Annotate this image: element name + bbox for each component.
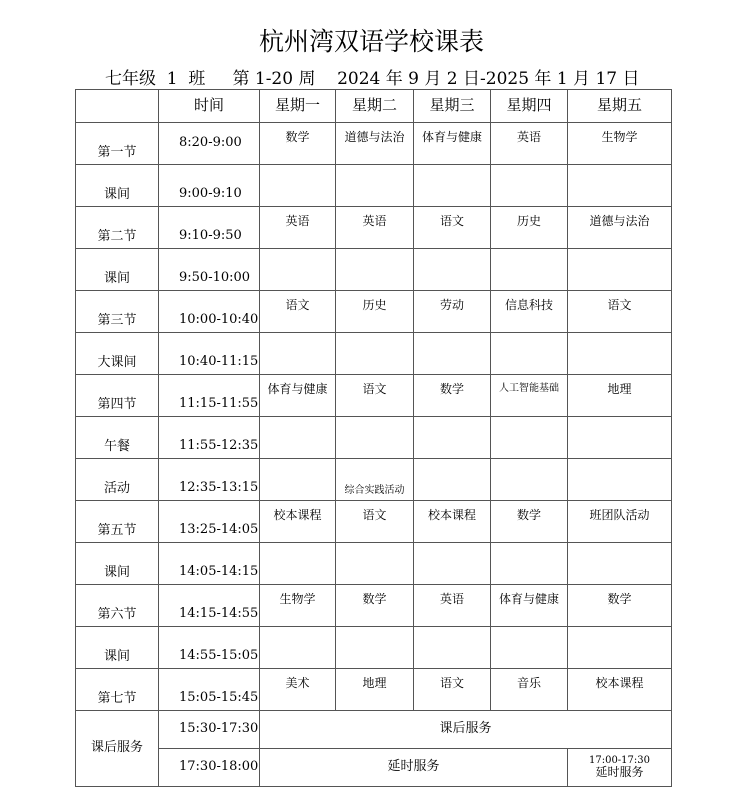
lesson-cell-tue: 道德与法治 <box>336 123 414 165</box>
period-label: 第一节 <box>76 123 159 165</box>
lesson-cell-fri: 校本课程 <box>568 669 672 711</box>
lesson-cell-thu <box>491 333 568 375</box>
lesson-cell-thu <box>491 417 568 459</box>
lesson-cell-wed <box>414 459 491 501</box>
header-monday: 星期一 <box>260 90 336 123</box>
table-row <box>76 291 672 333</box>
lesson-cell-wed: 体育与健康 <box>414 123 491 165</box>
lesson-cell-mon <box>260 543 336 585</box>
lesson-cell-mon: 数学 <box>260 123 336 165</box>
lesson-cell-thu: 音乐 <box>491 669 568 711</box>
period-label: 第五节 <box>76 501 159 543</box>
lesson-cell-mon: 英语 <box>260 207 336 249</box>
lesson-cell-mon: 美术 <box>260 669 336 711</box>
header-time: 时间 <box>159 90 260 123</box>
lesson-cell-fri <box>568 333 672 375</box>
extended-service: 延时服务 <box>260 749 568 787</box>
lesson-cell-tue: 历史 <box>336 291 414 333</box>
table-row <box>76 585 672 627</box>
extended-service-time: 17:30-18:00 <box>159 749 260 787</box>
lesson-cell-wed: 校本课程 <box>414 501 491 543</box>
lesson-cell-thu: 英语 <box>491 123 568 165</box>
extended-service-row <box>76 749 672 787</box>
lesson-cell-wed: 英语 <box>414 585 491 627</box>
timetable <box>75 89 672 787</box>
lesson-cell-tue <box>336 333 414 375</box>
table-row <box>76 207 672 249</box>
lesson-cell-mon: 校本课程 <box>260 501 336 543</box>
lesson-cell-wed <box>414 333 491 375</box>
table-row <box>76 543 672 585</box>
period-time: 8:20-9:00 <box>159 123 260 165</box>
lesson-cell-fri <box>568 165 672 207</box>
lesson-cell-thu <box>491 543 568 585</box>
lesson-cell-fri: 地理 <box>568 375 672 417</box>
lesson-cell-mon: 体育与健康 <box>260 375 336 417</box>
friday-extended-service: 延时服务 <box>595 765 644 780</box>
lesson-cell-wed <box>414 417 491 459</box>
lesson-cell-mon: 语文 <box>260 291 336 333</box>
lesson-cell-wed <box>414 543 491 585</box>
class-name: 七年级 1 班 <box>105 69 206 89</box>
lesson-cell-mon <box>260 165 336 207</box>
lesson-cell-tue <box>336 249 414 291</box>
table-row <box>76 669 672 711</box>
period-label: 午餐 <box>76 417 159 459</box>
lesson-cell-mon <box>260 417 336 459</box>
period-label: 课间 <box>76 627 159 669</box>
lesson-cell-wed: 劳动 <box>414 291 491 333</box>
friday-extended-cell <box>568 749 672 787</box>
lesson-cell-tue <box>336 165 414 207</box>
lesson-cell-fri <box>568 249 672 291</box>
table-row <box>76 333 672 375</box>
lesson-cell-tue: 语文 <box>336 501 414 543</box>
header-wednesday: 星期三 <box>414 90 491 123</box>
lesson-cell-tue: 地理 <box>336 669 414 711</box>
period-label: 课间 <box>76 165 159 207</box>
lesson-cell-thu <box>491 459 568 501</box>
header-row <box>76 90 672 123</box>
week-range: 第 1-20 周 <box>232 69 316 89</box>
lesson-cell-mon <box>260 333 336 375</box>
period-time: 12:35-13:15 <box>159 459 260 501</box>
lesson-cell-thu <box>491 249 568 291</box>
table-row <box>76 165 672 207</box>
period-time: 10:40-11:15 <box>159 333 260 375</box>
header-tuesday: 星期二 <box>336 90 414 123</box>
lesson-cell-fri: 语文 <box>568 291 672 333</box>
lesson-cell-wed <box>414 165 491 207</box>
lesson-cell-thu: 信息科技 <box>491 291 568 333</box>
lesson-cell-mon <box>260 249 336 291</box>
after-school-time: 15:30-17:30 <box>159 711 260 749</box>
period-time: 14:15-14:55 <box>159 585 260 627</box>
lesson-cell-fri <box>568 543 672 585</box>
period-time: 11:15-11:55 <box>159 375 260 417</box>
period-time: 13:25-14:05 <box>159 501 260 543</box>
lesson-cell-wed <box>414 249 491 291</box>
lesson-cell-tue: 数学 <box>336 585 414 627</box>
lesson-cell-wed: 语文 <box>414 207 491 249</box>
lesson-cell-tue <box>336 543 414 585</box>
lesson-cell-fri: 道德与法治 <box>568 207 672 249</box>
period-time: 14:55-15:05 <box>159 627 260 669</box>
lesson-cell-mon <box>260 627 336 669</box>
table-row <box>76 417 672 459</box>
lesson-cell-fri: 生物学 <box>568 123 672 165</box>
period-label: 第六节 <box>76 585 159 627</box>
lesson-cell-wed: 语文 <box>414 669 491 711</box>
friday-extended-time: 17:00-17:30 <box>588 754 650 766</box>
lesson-cell-mon <box>260 459 336 501</box>
header-friday: 星期五 <box>568 90 672 123</box>
lesson-cell-fri: 数学 <box>568 585 672 627</box>
table-row <box>76 123 672 165</box>
lesson-cell-fri: 班团队活动 <box>568 501 672 543</box>
lesson-cell-wed <box>414 627 491 669</box>
lesson-cell-mon: 生物学 <box>260 585 336 627</box>
subtitle <box>105 64 639 89</box>
lesson-cell-fri <box>568 627 672 669</box>
lesson-cell-tue <box>336 417 414 459</box>
lesson-cell-thu: 体育与健康 <box>491 585 568 627</box>
lesson-cell-tue: 综合实践活动 <box>336 459 414 501</box>
period-label: 课间 <box>76 249 159 291</box>
lesson-cell-wed: 数学 <box>414 375 491 417</box>
table-row <box>76 459 672 501</box>
table-row <box>76 501 672 543</box>
lesson-cell-tue <box>336 627 414 669</box>
period-label: 第四节 <box>76 375 159 417</box>
period-time: 11:55-12:35 <box>159 417 260 459</box>
lesson-cell-fri <box>568 417 672 459</box>
lesson-cell-tue: 英语 <box>336 207 414 249</box>
period-label: 第七节 <box>76 669 159 711</box>
lesson-cell-thu: 数学 <box>491 501 568 543</box>
table-row <box>76 627 672 669</box>
period-time: 9:00-9:10 <box>159 165 260 207</box>
page-title: 杭州湾双语学校课表 <box>258 27 484 56</box>
lesson-cell-thu: 人工智能基础 <box>491 375 568 417</box>
table-row <box>76 249 672 291</box>
after-school-row <box>76 711 672 749</box>
corner-cell <box>76 90 159 123</box>
header-thursday: 星期四 <box>491 90 568 123</box>
period-label: 大课间 <box>76 333 159 375</box>
lesson-cell-thu <box>491 165 568 207</box>
period-time: 9:10-9:50 <box>159 207 260 249</box>
period-time: 14:05-14:15 <box>159 543 260 585</box>
after-school-label: 课后服务 <box>76 711 159 787</box>
lesson-cell-thu: 历史 <box>491 207 568 249</box>
lesson-cell-tue: 语文 <box>336 375 414 417</box>
period-time: 9:50-10:00 <box>159 249 260 291</box>
date-range: 2024 年 9 月 2 日-2025 年 1 月 17 日 <box>337 69 640 89</box>
period-label: 活动 <box>76 459 159 501</box>
period-time: 15:05-15:45 <box>159 669 260 711</box>
period-time: 10:00-10:40 <box>159 291 260 333</box>
period-label: 第三节 <box>76 291 159 333</box>
lesson-cell-thu <box>491 627 568 669</box>
lesson-cell-fri <box>568 459 672 501</box>
table-row <box>76 375 672 417</box>
period-label: 第二节 <box>76 207 159 249</box>
period-label: 课间 <box>76 543 159 585</box>
after-school-service: 课后服务 <box>260 711 672 749</box>
